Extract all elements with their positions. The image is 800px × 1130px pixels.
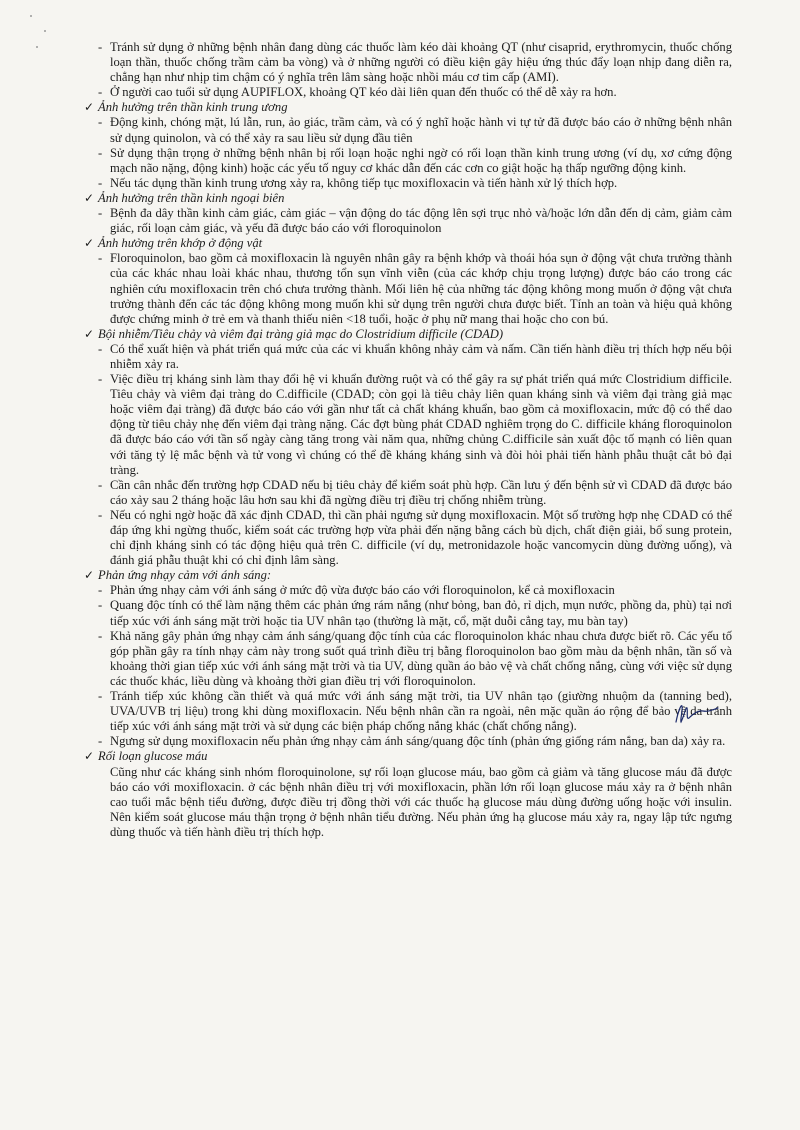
bullet-item: - Nếu tác dụng thần kinh trung ương xảy ra, không tiếp tục moxifloxacin và tiến hành xử lý thích hợp. — [98, 176, 732, 191]
scan-speck — [44, 30, 46, 32]
section-heading-text: Ảnh hưởng trên khớp ở động vật — [98, 236, 263, 251]
bullet-item: - Động kinh, chóng mặt, lú lẫn, run, ảo giác, trầm cảm, và có ý nghĩ hoặc hành vi tự tử đã được báo cáo ở những bệnh nhân sử dụng quinolon, và có thể xảy ra sau liều sử dụng đầu tiên — [98, 115, 732, 145]
bullet-item: - Sử dụng thận trọng ở những bệnh nhân bị rối loạn hoặc nghi ngờ có rối loạn thần kinh trung ương (ví dụ, xơ cứng động mạch não nặng, động kinh) hoặc các yếu tố nguy cơ khác dẫn đến các cơn co giật hoặc hạ thấp ngưỡng động kinh. — [98, 146, 732, 176]
checkmark-icon: ✓ — [84, 190, 95, 205]
scan-speck — [36, 46, 38, 48]
document-section — [98, 40, 732, 100]
bullet-item: - Tránh tiếp xúc không cần thiết và quá mức với ánh sáng mặt trời, tia UV nhân tạo (giường nhuộm da (tanning bed), UVA/UVB trị liệu) trong khi dùng moxifloxacin. Nếu bệnh nhân cần ra ngoài, nên mặc quần áo rộng để bảo vệ da tránh tiếp xúc với ánh sáng mặt trời và sử dụng các biện pháp chống nắng khác (chất chống nắng). — [98, 689, 732, 734]
scan-speck — [30, 15, 32, 17]
section-heading — [84, 327, 732, 342]
checkmark-icon: ✓ — [84, 100, 95, 115]
bullet-item: - Phản ứng nhạy cảm với ánh sáng ở mức độ vừa được báo cáo với floroquinolon, kể cả moxifloxacin — [98, 583, 732, 598]
document-section — [84, 568, 732, 749]
checkmark-icon: ✓ — [84, 568, 95, 583]
section-heading-text: Phản ứng nhạy cảm với ánh sáng: — [98, 568, 272, 583]
bullet-item: - Cần cân nhắc đến trường hợp CDAD nếu bị tiêu chảy để kiểm soát phù hợp. Cần lưu ý đến bệnh sử vì CDAD đã được báo cáo xảy sau 2 tháng hoặc lâu hơn sau khi đã ngừng điều trị điều trị chống nhiễm trùng. — [98, 478, 732, 508]
bullet-item: - Việc điều trị kháng sinh làm thay đổi hệ vi khuẩn đường ruột và có thể gây ra sự phát triển quá mức Clostridium difficile. Tiêu chảy và viêm đại tràng do C.difficile (CDAD; còn gọi là tiêu chảy liên quan kháng sinh và viêm đại tràng giả mạc hoặc viêm đại tràng) đã được báo cáo với gần như tất cả chất kháng khuẩn, bao gồm cả moxifloxacin, mức độ có thể dao động từ tiêu chảy nhẹ đến viêm đại tràng nặng. Các đợt bùng phát CDAD nghiêm trọng do C. difficile kháng floroquinolon đã được báo cáo với tần số ngày càng tăng trong vài năm qua, những chủng C.difficile sản xuất độc tố mạnh có liên quan với tăng tỷ lệ mắc bệnh và tử vong vì chúng có thể đề kháng kháng sinh và đòi hỏi phải tiến hành phẫu thuật cắt bỏ đại tràng. — [98, 372, 732, 478]
checkmark-icon: ✓ — [84, 749, 95, 764]
paragraph: Cũng như các kháng sinh nhóm floroquinolone, sự rối loạn glucose máu, bao gồm cả giảm và tăng glucose máu đã được báo cáo với moxifloxacin. ở các bệnh nhân điều trị với moxifloxacin, phần lớn rối loạn glucose máu xảy ra ở bệnh nhân cao tuổi mắc bệnh tiểu đường, được điều trị đồng thời với các thuốc hạ glucose máu dùng đường uống hoặc với insulin. Nên kiểm soát glucose máu thận trọng ở bệnh nhân tiểu đường. Nếu phản ứng hạ glucose máu xảy ra, ngay lập tức ngưng dùng thuốc và tiến hành điều trị thích hợp. — [110, 764, 732, 839]
checkmark-icon: ✓ — [84, 236, 95, 251]
bullet-item: - Ngưng sử dụng moxifloxacin nếu phản ứng nhạy cảm ánh sáng/quang độc tính (phản ứng giống rám nắng, ban da) xảy ra. — [98, 734, 732, 749]
document-section — [84, 749, 732, 840]
section-heading — [84, 100, 732, 115]
section-heading — [84, 191, 732, 206]
bullet-item: - Floroquinolon, bao gồm cả moxifloxacin là nguyên nhân gây ra bệnh khớp và thoái hóa sụn ở động vật chưa trưởng thành của các khác nhau loài khác nhau, thương tổn sụn vĩnh viễn (của các khớp chịu trọng lượng) được báo cáo trong các nghiên cứu moxifloxacin trên chó chưa trưởng thành. Mối liên hệ của những tác động không mong muốn ở động vật chưa trưởng thành đến các tác động không mong muốn khi sử dụng trên người chưa được biết. Tính an toàn và hiệu quả không được chứng minh ở trẻ em và thanh thiếu niên <18 tuổi, hoặc ở phụ nữ mang thai hoặc cho con bú. — [98, 251, 732, 326]
document-section — [84, 326, 732, 569]
bullet-item: - Tránh sử dụng ở những bệnh nhân đang dùng các thuốc làm kéo dài khoảng QT (như cisaprid, erythromycin, thuốc chống loạn thần, thuốc chống trầm cảm ba vòng) và ở những người có điều kiện gây hiệu ứng thúc đẩy loạn nhịp đang diễn ra, chẳng hạn như nhịp tim chậm có ý nghĩa trên lâm sàng hoặc nhồi máu cơ tim cấp (AMI). — [98, 40, 732, 85]
bullet-item: - Nếu có nghi ngờ hoặc đã xác định CDAD, thì cần phải ngưng sử dụng moxifloxacin. Một số trường hợp nhẹ CDAD có thể đáp ứng khi ngừng thuốc, kiểm soát các trường hợp vừa phải đến nặng bằng cách bù dịch, chất điện giải, bổ sung protein, chỉ định kháng sinh có tác động hiệu quả trên C. difficile (ví dụ, metronidazole hoặc vancomycin dùng đường uống), và đánh giá phẫu thuật khi có chỉ định lâm sàng. — [98, 508, 732, 568]
bullet-item: - Bệnh đa dây thần kinh cảm giác, cảm giác – vận động do tác động lên sợi trục nhỏ và/hoặc lớn dẫn đến dị cảm, giảm cảm giác, rối loạn cảm giác, và yếu đã được báo cáo với floroquinolon — [98, 206, 732, 236]
bullet-item: - Ở người cao tuổi sử dụng AUPIFLOX, khoảng QT kéo dài liên quan đến thuốc có thể dễ xảy ra hơn. — [98, 85, 732, 100]
bullet-item: - Có thể xuất hiện và phát triển quá mức của các vi khuẩn không nhảy cảm và nấm. Cần tiến hành điều trị thích hợp nếu bội nhiễm xảy ra. — [98, 342, 732, 372]
section-heading-text: Rối loạn glucose máu — [98, 749, 208, 764]
section-heading-text: Bội nhiễm/Tiêu chảy và viêm đại tràng giả mạc do Clostridium difficile (CDAD) — [98, 326, 504, 341]
section-heading-text: Ảnh hưởng trên thần kinh trung ương — [98, 100, 288, 115]
document-section — [84, 236, 732, 327]
document-body — [84, 40, 732, 840]
document-section — [84, 190, 732, 236]
section-heading — [84, 568, 732, 583]
checkmark-icon: ✓ — [84, 326, 95, 341]
bullet-item: - Quang độc tính có thể làm nặng thêm các phản ứng rám nắng (như bỏng, ban đỏ, rỉ dịch, mụn nước, phồng da, phù) tại nơi tiếp xúc với ánh sáng mặt trời hoặc tia UV nhân tạo (thường là mặt, cổ, mặt duỗi cẳng tay, mu bàn tay) — [98, 598, 732, 628]
bullet-item: - Khả năng gây phản ứng nhạy cảm ánh sáng/quang độc tính của các floroquinolon khác nhau chưa được biết rõ. Các yếu tố góp phần gây ra tính nhạy cảm này trong suốt quá trình điều trị bằng floroquinolon bao gồm màu da bệnh nhân, tần số và khoảng thời gian tiếp xúc với ánh sáng mặt trời và tia UV, dùng quần áo bảo vệ và chất chống nắng, cùng với việc sử dụng các thuốc khác, liều dùng và khoảng thời gian điều trị với floroquinolon. — [98, 629, 732, 689]
section-heading — [84, 749, 732, 764]
section-heading-text: Ảnh hưởng trên thần kinh ngoại biên — [98, 190, 285, 205]
handwritten-initials — [672, 700, 722, 726]
document-section — [84, 100, 732, 191]
section-heading — [84, 236, 732, 251]
